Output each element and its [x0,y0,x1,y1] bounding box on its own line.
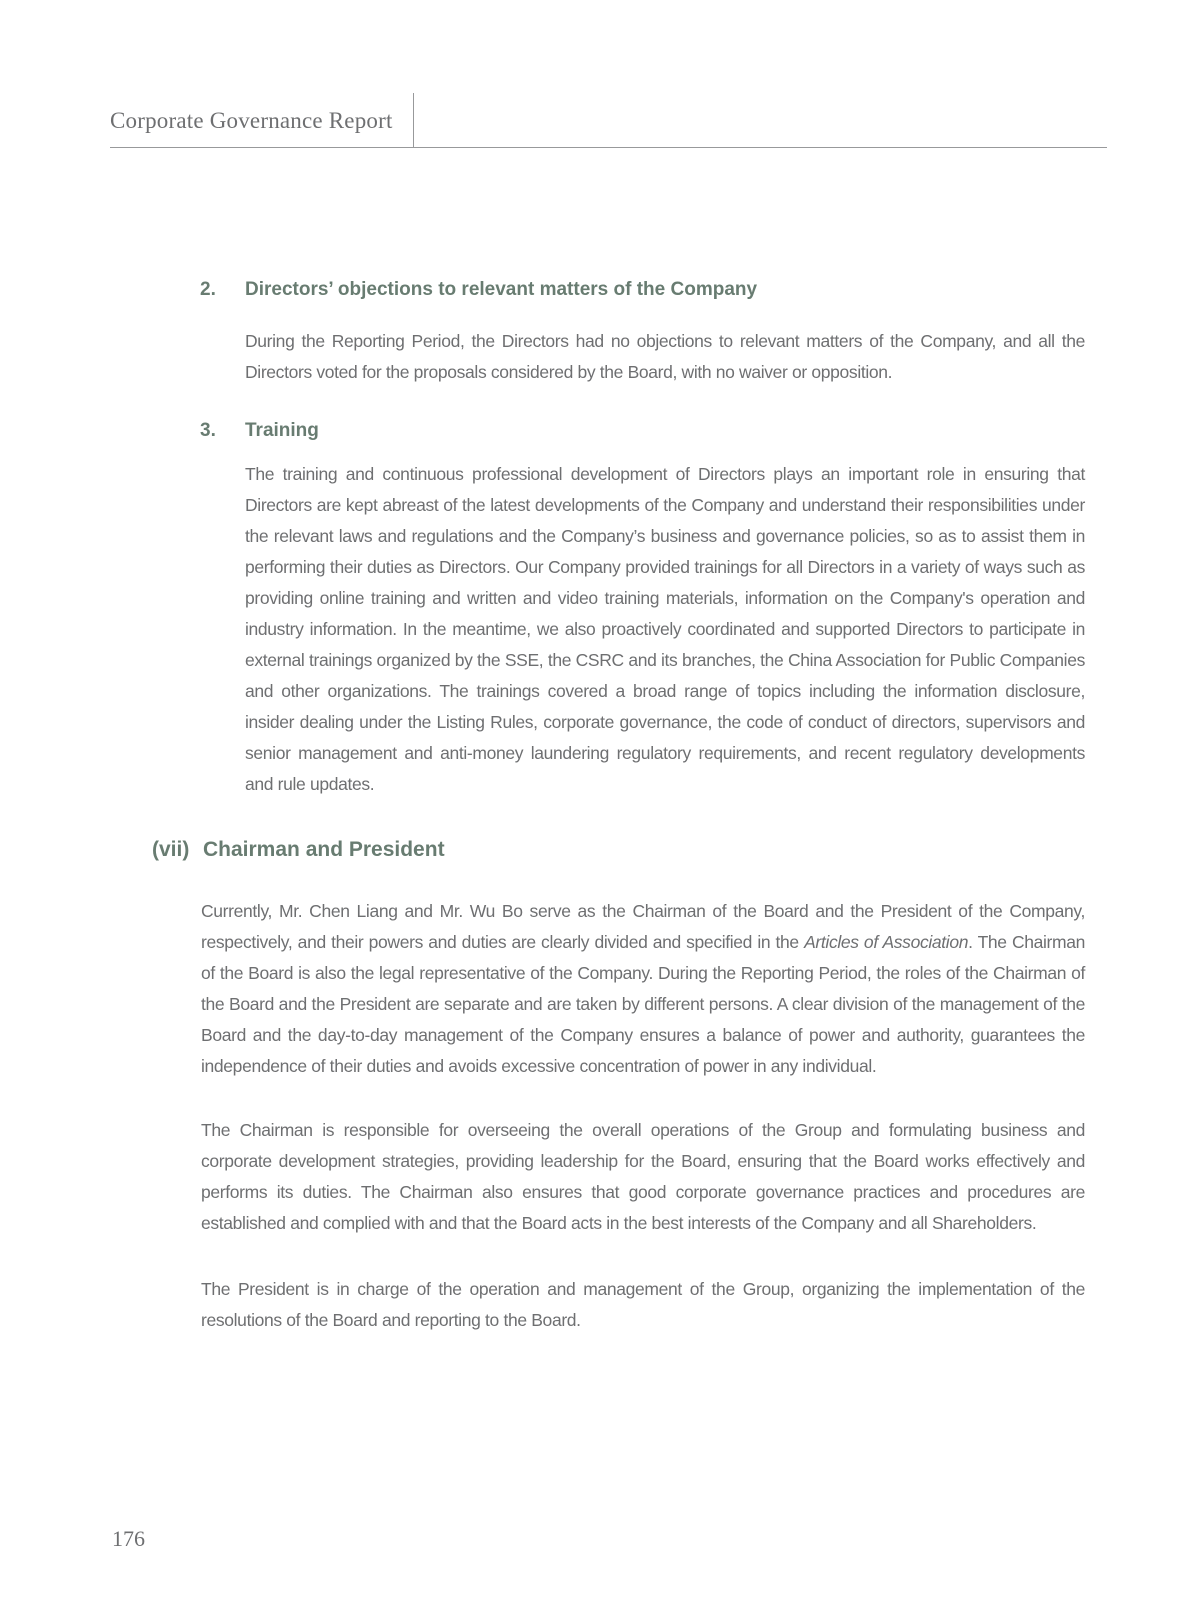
page-number: 176 [112,1526,145,1551]
subsection-vii-paragraph-3: The President is in charge of the operation and management of the Group, organizing the implementation of the resolutions of the Board and reporting to the Board. [201,1279,1085,1330]
section-3-heading [200,420,1085,442]
subsection-vii-number: (vii) [152,838,190,861]
header-vertical-divider [413,93,414,147]
header-horizontal-rule [110,147,1107,148]
report-header-title: Corporate Governance Report [110,108,393,133]
articles-of-association-italic: Articles of Association [804,932,969,952]
paragraph-1-text-after-italic: . The Chairman of the Board is also the legal representative of the Company. During the Reporting Period, the roles of the Chairman of the Board and the President are separate and are taken by different persons. A clear division of the management of the Board and the day-to-day management of the Company ensures a balance of power and authority, guarantees the independence of their duties and avoids excessive concentration of power in any individual. [201,932,1086,1076]
section-3-title: Training [245,420,319,441]
subsection-vii-heading [152,838,1085,862]
subsection-vii-title: Chairman and President [203,838,445,861]
section-2-heading [200,279,1085,301]
subsection-vii-paragraph-1 [201,896,1085,1082]
paragraph-1-text-before-italic: Currently, Mr. Chen Liang and Mr. Wu Bo serve as the Chairman of the Board and the President of the Company, respectively, and their powers and duties are clearly divided and specified in the [201,901,1085,952]
section-3-number: 3. [200,420,216,441]
subsection-vii-paragraph-2: The Chairman is responsible for overseeing the overall operations of the Group and formulating business and corporate development strategies, providing leadership for the Board, ensuring that the Board works effectively and performs its duties. The Chairman also ensures that good corporate governance practices and procedures are established and complied with and that the Board acts in the best interests of the Company and all Shareholders. [201,1120,1085,1233]
section-2-paragraph: During the Reporting Period, the Directors had no objections to relevant matters of the Company, and all the Directors voted for the proposals considered by the Board, with no waiver or opposition. [245,331,1085,382]
section-3-paragraph: The training and continuous professional development of Directors plays an important role in ensuring that Directors are kept abreast of the latest developments of the Company and understand their responsibilities under the relevant laws and regulations and the Company’s business and governance policies, so as to assist them in performing their duties as Directors. Our Company provided trainings for all Directors in a variety of ways such as providing online training and written and video training materials, information on the Company's operation and industry information. In the meantime, we also proactively coordinated and supported Directors to participate in external trainings organized by the SSE, the CSRC and its branches, the China Association for Public Companies and other organizations. The trainings covered a broad range of topics including the information disclosure, insider dealing under the Listing Rules, corporate governance, the code of conduct of directors, supervisors and senior management and anti-money laundering regulatory requirements, and recent regulatory developments and rule updates. [245,464,1085,794]
section-2-title: Directors’ objections to relevant matters of the Company [245,279,758,300]
section-2-number: 2. [200,279,216,300]
